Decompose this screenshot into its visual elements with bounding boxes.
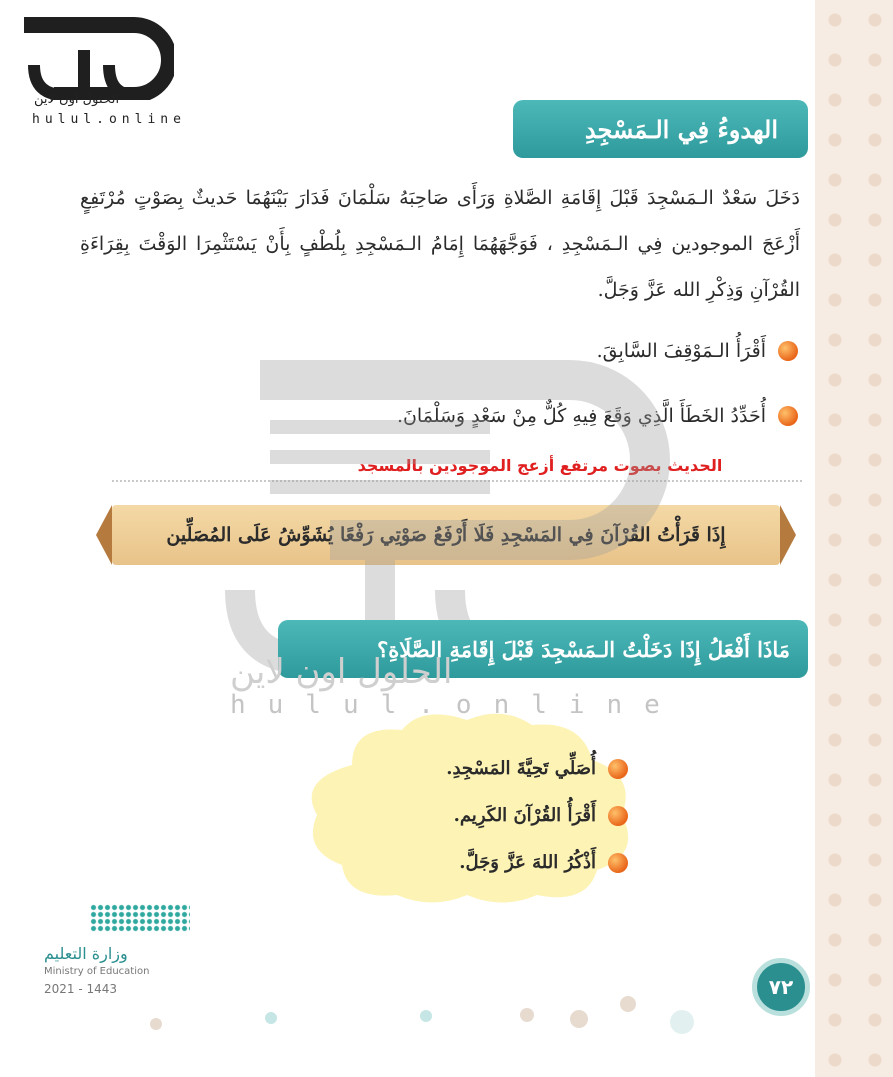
decor-flower-icon [620,996,636,1012]
cloud-item [446,758,628,779]
decor-flower-icon [420,1010,432,1022]
watermark-arabic: الحلول اون لاين [230,652,453,692]
side-pattern-border [815,0,893,1077]
hulul-logo-icon [14,10,174,100]
logo-latin-text: hulul.online [32,112,186,127]
orange-bullet-icon [778,406,798,426]
ministry-logo [30,898,190,1008]
hulul-logo [14,10,186,130]
task-text: أَقْرَأُ الـمَوْقِفَ السَّابِقَ. [596,340,766,362]
page-number: ٧٢ [752,958,810,1016]
question-banner: مَاذَا أَفْعَلُ إِذَا دَخَلْتُ الـمَسْجِدَ قَبْلَ إِقَامَةِ الصَّلَاةِ؟ [278,620,808,678]
cloud-item-text: أَذْكُرُ اللهَ عَزَّ وَجَلَّ. [459,852,596,873]
ministry-english: Ministry of Education [44,966,150,977]
cloud-item [454,805,628,826]
orange-bullet-icon [608,806,628,826]
watermark-latin: hulul.online [230,690,682,720]
section-title: الهدوءُ فِي الـمَسْجِدِ [513,100,808,158]
cloud-item-text: أُصَلِّي تَحِيَّةَ المَسْجِدِ. [446,758,596,779]
task-text: أُحَدِّدُ الخَطَأَ الَّذِي وَقَعَ فِيهِ كُلٌّ مِنْ سَعْدٍ وَسَلْمَانَ. [396,405,766,427]
ministry-dots-icon [90,904,190,932]
decor-flower-icon [520,1008,534,1022]
ministry-arabic: وزارة التعليم [44,944,128,963]
decor-flower-icon [150,1018,162,1030]
decor-flower-icon [570,1010,588,1028]
decor-flower-icon [670,1010,694,1034]
orange-bullet-icon [608,759,628,779]
rule-ribbon: إِذَا قَرَأْتُ القُرْآنَ فِي المَسْجِدِ فَلَا أَرْفَعُ صَوْتِي رَفْعًا يُشَوِّشُ عَلَى المُصَلِّين [112,505,780,565]
cloud-item-text: أَقْرَأُ القُرْآنَ الكَرِيم. [453,805,596,826]
cloud-item [459,852,628,873]
story-paragraph: دَخَلَ سَعْدٌ الـمَسْجِدَ قَبْلَ إِقَامَةِ الصَّلاةِ وَرَأَى صَاحِبَهُ سَلْمَانَ فَدَارَ بَيْنَهُمَا حَديثٌ بِصَوْتٍ مُرْتَفِعٍ أَزْعَجَ الموجودين فِي الـمَسْجِدِ ، فَوَجَّهَهُمَا إِمَامُ الـمَسْجِدِ بِلُطْفٍ بِأَنْ يَسْتَثْمِرَا الوَقْتَ بِقِرَاءَةِ القُرْآنِ وَذِكْرِ الله عَزَّ وَجَلَّ. [80,187,800,301]
task-item [397,405,798,427]
handwritten-answer: الحديث بصوت مرتفع أزعج الموجودين بالمسجد [357,456,723,475]
ministry-year: 2021 - 1443 [44,982,118,996]
answer-dotted-line [112,480,802,482]
logo-arabic-text: الحلول اون لاين [34,92,120,107]
orange-bullet-icon [778,341,798,361]
orange-bullet-icon [608,853,628,873]
task-item [597,340,798,362]
decor-flower-icon [265,1012,277,1024]
